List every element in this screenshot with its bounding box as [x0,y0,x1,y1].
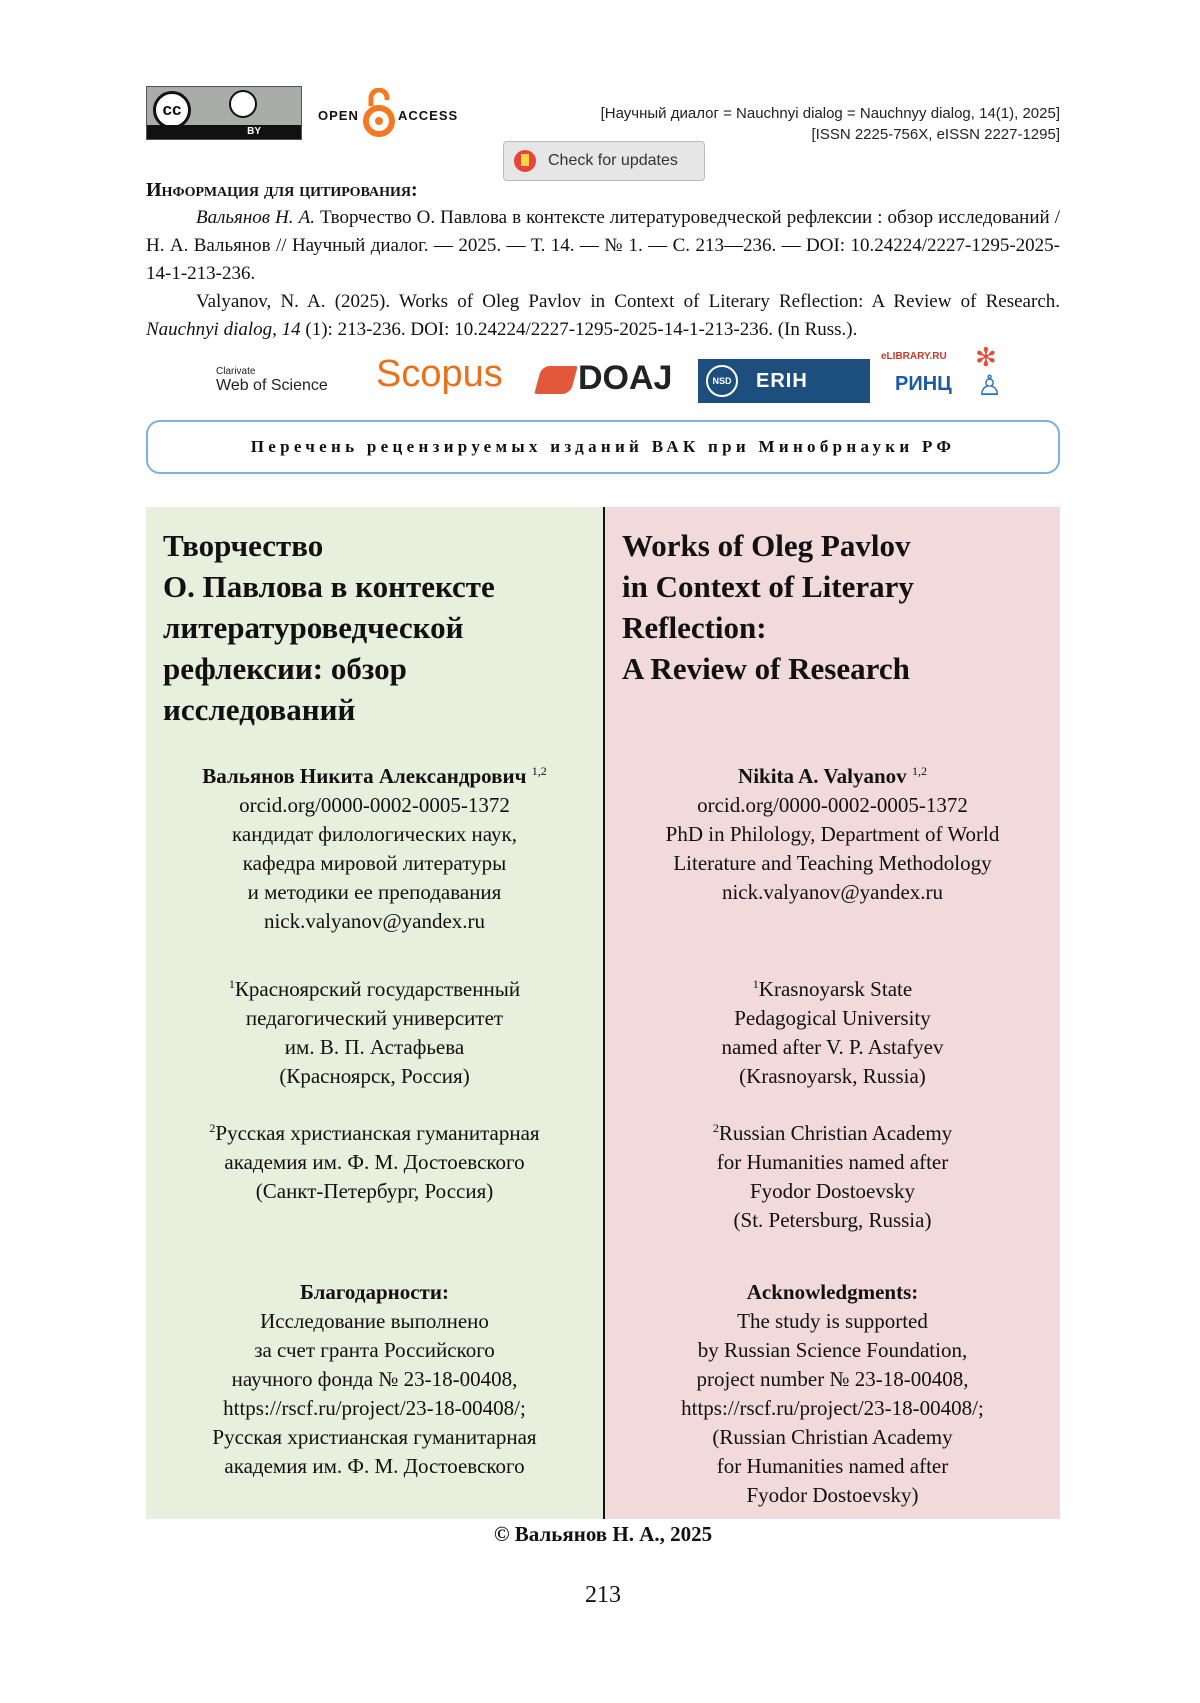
en-title-line: Works of Oleg Pavlov [622,528,911,563]
ru-ack-line: https://rscf.ru/project/23-18-00408/; [223,1396,526,1420]
erih-plus-logo [698,359,870,436]
erih-plus-label: ERIH PLUS [756,370,814,436]
en-ack-heading: Acknowledgments: [746,1280,919,1304]
ru-aff1-line: педагогический университет [245,1006,504,1030]
en-affiliation-2 [605,1119,1060,1235]
ru-title-line: исследований [163,692,356,727]
en-aff1-line: (Krasnoyarsk, Russia) [739,1064,926,1088]
ru-title-line: рефлексии: обзор [163,651,407,686]
web-of-science-label: Web of Science [216,377,328,394]
en-aff1-line: named after V. P. Astafyev [721,1035,944,1059]
en-aff2-sup: 2 [712,1121,719,1135]
rinc-label: РИНЦ [895,373,952,395]
ru-aff2-line: Русская христианская гуманитарная [215,1121,540,1145]
en-ack-line: Fyodor Dostoevsky) [746,1483,919,1507]
ru-aff1-sup: 1 [228,977,235,991]
en-orcid: orcid.org/0000-0002-0005-1372 [697,793,968,817]
en-position-line: PhD in Philology, Department of World [665,822,1000,846]
open-access-right: ACCESS [398,108,459,123]
ru-title-line: литературоведческой [163,610,464,645]
open-access-logo [318,88,458,138]
journal-info [601,103,1060,145]
russian-column [146,507,603,1519]
nsd-icon: NSD [706,365,738,397]
indexing-logos [146,335,1060,436]
ru-position-line: и методики ее преподавания [247,880,502,904]
open-access-left: OPEN [318,108,359,123]
scopus-logo: Scopus [376,353,503,395]
ru-affiliation-1 [146,975,603,1091]
ru-position-line: кандидат филологических наук, [232,822,517,846]
ru-orcid: orcid.org/0000-0002-0005-1372 [239,793,510,817]
ru-ack-line: Исследование выполнено [260,1309,489,1333]
copyright-notice: © Вальянов Н. А., 2025 [493,1522,713,1546]
citation-ru-text: Творчество О. Павлова в контексте литературоведческой рефлексии : обзор исследований / Н. А. Вальянов // Научный диалог. — 2025. — Т. 14. — № 1. — С. 213—236. — DOI: 10.24224/2227-1295-2025-14-1-213-236. [146,207,1060,284]
check-for-updates-label: Check for updates [548,152,678,169]
ru-position-line: кафедра мировой литературы [242,851,507,875]
citation-heading: Информация для цитирования: [146,179,418,201]
citation-block [146,176,1060,344]
elibrary-rinc-logo [881,345,1001,405]
en-position-line: Literature and Teaching Methodology [673,851,992,875]
ru-ack-line: академия им. Ф. М. Достоевского [224,1454,525,1478]
ru-author-sup: 1,2 [531,764,547,778]
en-aff2-line: for Humanities named after [716,1150,949,1174]
cc-icon: cc [153,91,191,129]
en-aff2-line: Fyodor Dostoevsky [749,1179,916,1203]
en-ack-line: project number № 23-18-00408, [696,1367,969,1391]
en-ack-line: The study is supported [737,1309,928,1333]
web-of-science-logo [216,365,328,393]
doaj-mark-icon [534,366,578,394]
ru-affiliation-2 [146,1119,603,1206]
citation-ru-author: Вальянов Н. А. [196,207,315,228]
citation-en-journal: Nauchnyi dialog, 14 [146,319,301,340]
en-aff2-line: (St. Petersburg, Russia) [733,1208,932,1232]
open-lock-icon [362,88,396,138]
en-author-block [605,762,1060,907]
ru-aff1-line: им. В. П. Астафьева [284,1035,465,1059]
ru-title-line: О. Павлова в контексте [163,569,495,604]
ru-ack-heading: Благодарности: [300,1280,449,1304]
vak-list-banner: Перечень рецензируемых изданий ВАК при Минобрнауки РФ [146,420,1060,474]
en-ack-line: for Humanities named after [716,1454,949,1478]
elibrary-label: eLIBRARY.RU [881,351,947,362]
en-email: nick.valyanov@yandex.ru [721,880,944,904]
citation-en-start: Valyanov, N. A. (2025). Works of Oleg Pavlov in Context of Literary Reflection: A Review of Research. [196,291,1060,312]
ru-author-block [146,762,603,936]
doaj-logo [538,359,672,398]
star-icon: ✻ [975,343,997,373]
en-title [622,525,914,689]
ru-aff2-line: (Санкт-Петербург, Россия) [255,1179,494,1203]
check-for-updates-button[interactable] [503,141,705,181]
en-affiliation-1 [605,975,1060,1091]
en-title-line: A Review of Research [622,651,910,686]
ru-acknowledgments [146,1278,603,1481]
ru-aff1-line: Красноярский государственный [234,977,521,1001]
en-title-line: Reflection: [622,610,767,645]
en-author-name: Nikita A. Valyanov [738,764,907,788]
ru-author-name: Вальянов Никита Александрович [202,764,527,788]
ru-title-line: Творчество [163,528,324,563]
ru-aff2-line: академия им. Ф. М. Достоевского [224,1150,525,1174]
english-column [605,507,1060,1519]
ru-ack-line: научного фонда № 23-18-00408, [231,1367,518,1391]
clarivate-label: Clarivate [216,366,256,377]
ru-title [163,525,495,730]
en-ack-line: https://rscf.ru/project/23-18-00408/; [681,1396,984,1420]
en-title-line: in Context of Literary [622,569,914,604]
ru-email: nick.valyanov@yandex.ru [263,909,486,933]
en-acknowledgments [605,1278,1060,1510]
en-aff2-line: Russian Christian Academy [718,1121,953,1145]
ru-aff2-sup: 2 [209,1121,216,1135]
en-author-sup: 1,2 [911,764,927,778]
en-aff1-line: Pedagogical University [734,1006,931,1030]
journal-issn-line: [ISSN 2225-756X, eISSN 2227-1295] [811,126,1060,143]
citation-en-end: (1): 213-236. DOI: 10.24224/2227-1295-2025-14-1-213-236. (In Russ.). [300,319,858,340]
person-icon: ♙ [977,369,1003,402]
cc-by-license-badge [146,86,302,140]
en-ack-line: by Russian Science Foundation, [697,1338,968,1362]
ru-aff1-line: (Красноярск, Россия) [279,1064,470,1088]
en-aff1-sup: 1 [752,977,759,991]
ru-ack-line: Русская христианская гуманитарная [212,1425,537,1449]
attribution-icon [229,90,257,118]
ru-ack-line: за счет гранта Российского [254,1338,495,1362]
citation-ru [146,204,1060,288]
en-aff1-line: Krasnoyarsk State [758,977,913,1001]
page-number: 213 [585,1582,621,1608]
doaj-label: DOAJ [578,359,673,397]
en-ack-line: (Russian Christian Academy [712,1425,953,1449]
bookmark-icon [514,150,536,172]
by-label: BY [147,125,301,139]
journal-citation-line: [Научный диалог = Nauchnyi dialog = Nauchnyy dialog, 14(1), 2025] [600,105,1060,122]
